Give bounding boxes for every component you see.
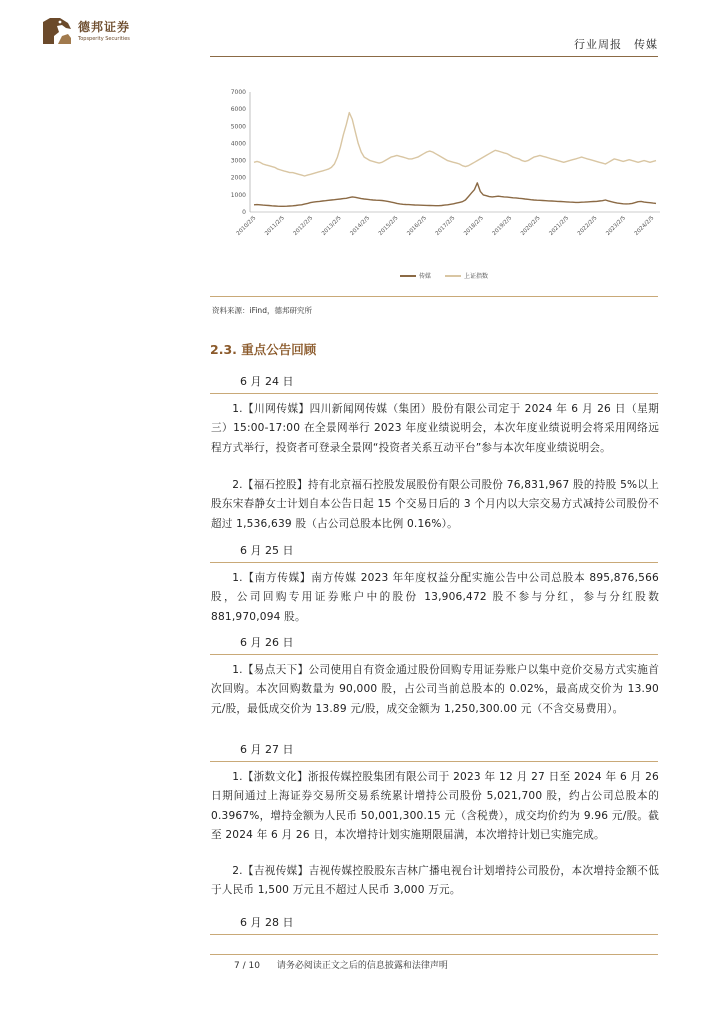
date-divider	[210, 761, 658, 762]
y-tick-label: 5000	[230, 123, 246, 131]
x-tick-label: 2012/2/5	[292, 215, 315, 237]
brand-name: 德邦证券	[78, 20, 131, 34]
date-divider	[210, 934, 658, 935]
announcement-item: 1.【川网传媒】四川新闻网传媒（集团）股份有限公司定于 2024 年 6 月 26 日（星期三）15:00-17:00 在全景网举行 2023 年度业绩说明会，本次年度业绩说明会将采用网络远程方式举行，投资者可登录全景网“投资者关系互动平台”参与本次年度业绩说明会。	[211, 403, 659, 454]
x-tick-label: 2016/2/5	[406, 215, 428, 237]
x-tick-label: 2024/2/5	[633, 215, 656, 237]
x-tick-label: 2017/2/5	[434, 215, 457, 237]
chart-divider	[210, 296, 658, 297]
brand-name-en: Topsperity Securities	[78, 36, 130, 42]
index-chart	[210, 82, 670, 292]
date-heading: 6 月 27 日	[240, 743, 294, 756]
page-footer	[234, 958, 462, 971]
section-title: 2.3. 重点公告回顾	[210, 342, 317, 357]
y-tick-label: 6000	[230, 106, 246, 114]
x-tick-label: 2022/2/5	[576, 215, 599, 237]
y-tick-label: 7000	[230, 89, 246, 96]
y-tick-label: 2000	[230, 174, 246, 182]
report-type: 行业周报 传媒	[574, 38, 658, 51]
x-tick-label: 2023/2/5	[605, 215, 627, 237]
legend-label: 上证指数	[464, 273, 489, 280]
x-tick-label: 2015/2/5	[377, 215, 400, 237]
x-tick-label: 2019/2/5	[491, 215, 514, 237]
x-tick-label: 2011/2/5	[264, 215, 286, 237]
x-tick-label: 2021/2/5	[548, 215, 571, 237]
y-tick-label: 3000	[230, 157, 246, 165]
date-divider	[210, 654, 658, 655]
date-heading: 6 月 26 日	[240, 636, 294, 649]
footer-disclaimer: 请务必阅读正文之后的信息披露和法律声明	[276, 961, 448, 971]
series-line-media	[254, 183, 656, 206]
chart-canvas	[210, 82, 670, 292]
x-tick-label: 2014/2/5	[349, 215, 372, 237]
date-divider	[210, 562, 658, 563]
announcement-item: 2.【吉视传媒】吉视传媒控股股东吉林广播电视台计划增持公司股份，本次增持金额不低于人民币 1,500 万元且不超过人民币 3,000 万元。	[211, 865, 659, 897]
footer-divider	[210, 954, 658, 955]
date-heading: 6 月 24 日	[240, 375, 294, 388]
x-tick-label: 2020/2/5	[519, 215, 542, 237]
x-tick-label: 2010/2/5	[235, 215, 258, 237]
date-heading: 6 月 28 日	[240, 916, 294, 929]
page-header	[0, 0, 724, 62]
page-number: 7 / 10	[234, 961, 260, 971]
brand-logo-icon	[40, 14, 74, 48]
announcement-item: 2.【福石控股】持有北京福石控股发展股份有限公司股份 76,831,967 股的持股 5%以上股东宋春静女士计划自本公告日起 15 个交易日后的 3 个月内以大宗交易方式减持公司股份不超过 1,536,639 股（占公司总股本比例 0.16%）。	[211, 479, 659, 530]
announcement-item: 1.【浙数文化】浙报传媒控股集团有限公司于 2023 年 12 月 27 日至 2024 年 6 月 26 日期间通过上海证券交易所交易系统累计增持公司股份 5,021,700 股，约占公司总股本的 0.3967%，增持金额为人民币 50,001,300.15 元（含税费），成交均价约为 9.96 元/股。截至 2024 年 6 月 26 日，本次增持计划实施期限届满，本次增持计划已实施完成。	[211, 771, 659, 842]
y-tick-label: 4000	[230, 140, 246, 148]
x-tick-label: 2013/2/5	[320, 215, 343, 237]
y-tick-label: 1000	[230, 191, 246, 199]
announcement-item: 1.【易点天下】公司使用自有资金通过股份回购专用证券账户以集中竞价交易方式实施首次回购。本次回购数量为 90,000 股，占公司当前总股本的 0.02%，最高成交价为 13.90 元/股，最低成交价为 13.89 元/股，成交金额为 1,250,300.00 元（不含交易费用）。	[211, 664, 659, 715]
series-line-index	[254, 113, 656, 176]
legend-label: 传媒	[419, 273, 432, 280]
chart-source: 资料来源：iFind，德邦研究所	[212, 306, 312, 315]
date-divider	[210, 393, 658, 394]
date-heading: 6 月 25 日	[240, 544, 294, 557]
x-tick-label: 2018/2/5	[463, 215, 485, 237]
y-tick-label: 0	[242, 209, 246, 216]
brand-logo	[40, 14, 150, 48]
header-divider	[210, 56, 658, 57]
announcement-item: 1.【南方传媒】南方传媒 2023 年年度权益分配实施公告中公司总股本 895,876,566 股，公司回购专用证券账户中的股份 13,906,472 股不参与分红，参与分红股数 881,970,094 股。	[211, 572, 659, 623]
